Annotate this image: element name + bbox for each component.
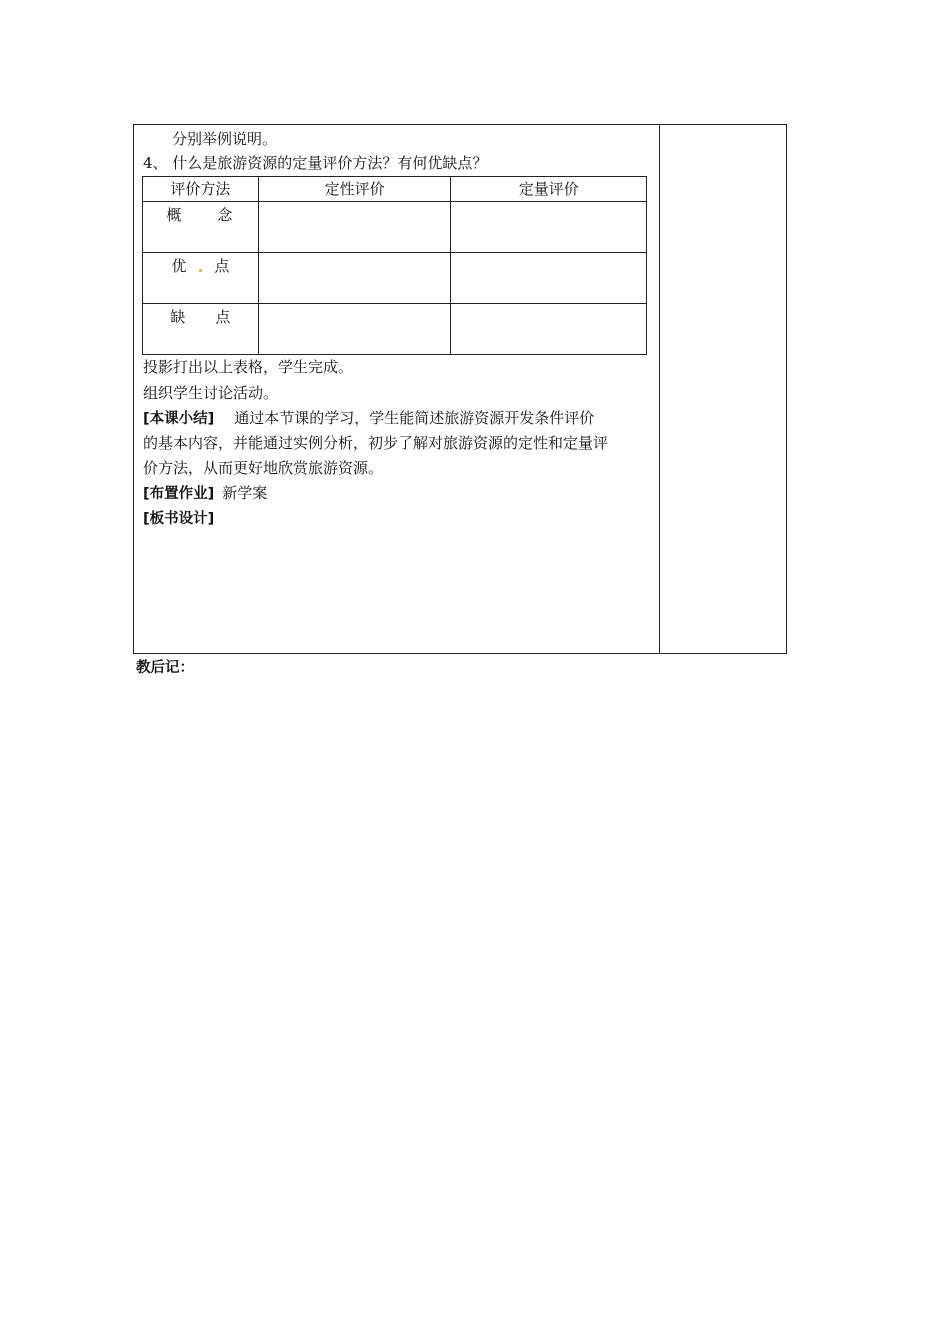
- cell-concept-qualitative[interactable]: [258, 202, 451, 253]
- question-4: 4、 什么是旅游资源的定量评价方法？有何优缺点？: [143, 154, 488, 172]
- row-label-disadvantage-b: 点: [215, 308, 231, 326]
- table-row-advantage: [143, 253, 647, 304]
- homework-tag: [布置作业]: [143, 486, 215, 502]
- row-label-concept-b: 念: [217, 206, 233, 224]
- row-label-advantage-a: 优: [171, 257, 187, 275]
- summary-tag: [本课小结]: [143, 411, 215, 427]
- main-content-cell: [134, 125, 660, 653]
- summary-line-3: 价方法，从而更好地欣赏旅游资源。: [143, 459, 384, 477]
- row-label-concept: [143, 202, 259, 253]
- homework-value: 新学案: [222, 484, 268, 502]
- header-quantitative: 定量评价: [451, 177, 647, 202]
- cell-disadvantage-quantitative[interactable]: [451, 304, 647, 355]
- board-design-tag: [板书设计]: [143, 511, 215, 527]
- cell-advantage-qualitative[interactable]: [258, 253, 451, 304]
- intro-line: 分别举例说明。: [172, 130, 278, 148]
- row-label-concept-a: 概: [166, 206, 182, 224]
- cell-disadvantage-qualitative[interactable]: [258, 304, 451, 355]
- summary-text-1: 通过本节课的学习，学生能简述旅游资源开发条件评价: [234, 409, 595, 427]
- row-label-disadvantage: [143, 304, 259, 355]
- table-row-concept: [143, 202, 647, 253]
- cell-concept-quantitative[interactable]: [451, 202, 647, 253]
- board-design-line: [143, 506, 214, 531]
- summary-line-2: 的基本内容，并能通过实例分析，初步了解对旅游资源的定性和定量评: [143, 434, 609, 452]
- table-row-disadvantage: [143, 304, 647, 355]
- evaluation-method-table: [142, 176, 647, 355]
- header-method: 评价方法: [143, 177, 259, 202]
- line-project-table: 投影打出以上表格，学生完成。: [143, 358, 354, 376]
- marker-dot: [199, 269, 202, 272]
- row-label-advantage-b: 点: [214, 257, 230, 275]
- afterword-label: 教后记：: [136, 660, 194, 676]
- side-notes-cell[interactable]: [660, 125, 786, 653]
- cell-advantage-quantitative[interactable]: [451, 253, 647, 304]
- row-label-advantage: [143, 253, 259, 304]
- homework-line: [143, 481, 267, 506]
- table-header-row: [143, 177, 647, 202]
- header-qualitative: 定性评价: [258, 177, 451, 202]
- summary-line-1: [143, 406, 594, 431]
- row-label-disadvantage-a: 缺: [170, 308, 186, 326]
- lesson-plan-table: [133, 124, 787, 654]
- line-organize-discussion: 组织学生讨论活动。: [143, 384, 279, 402]
